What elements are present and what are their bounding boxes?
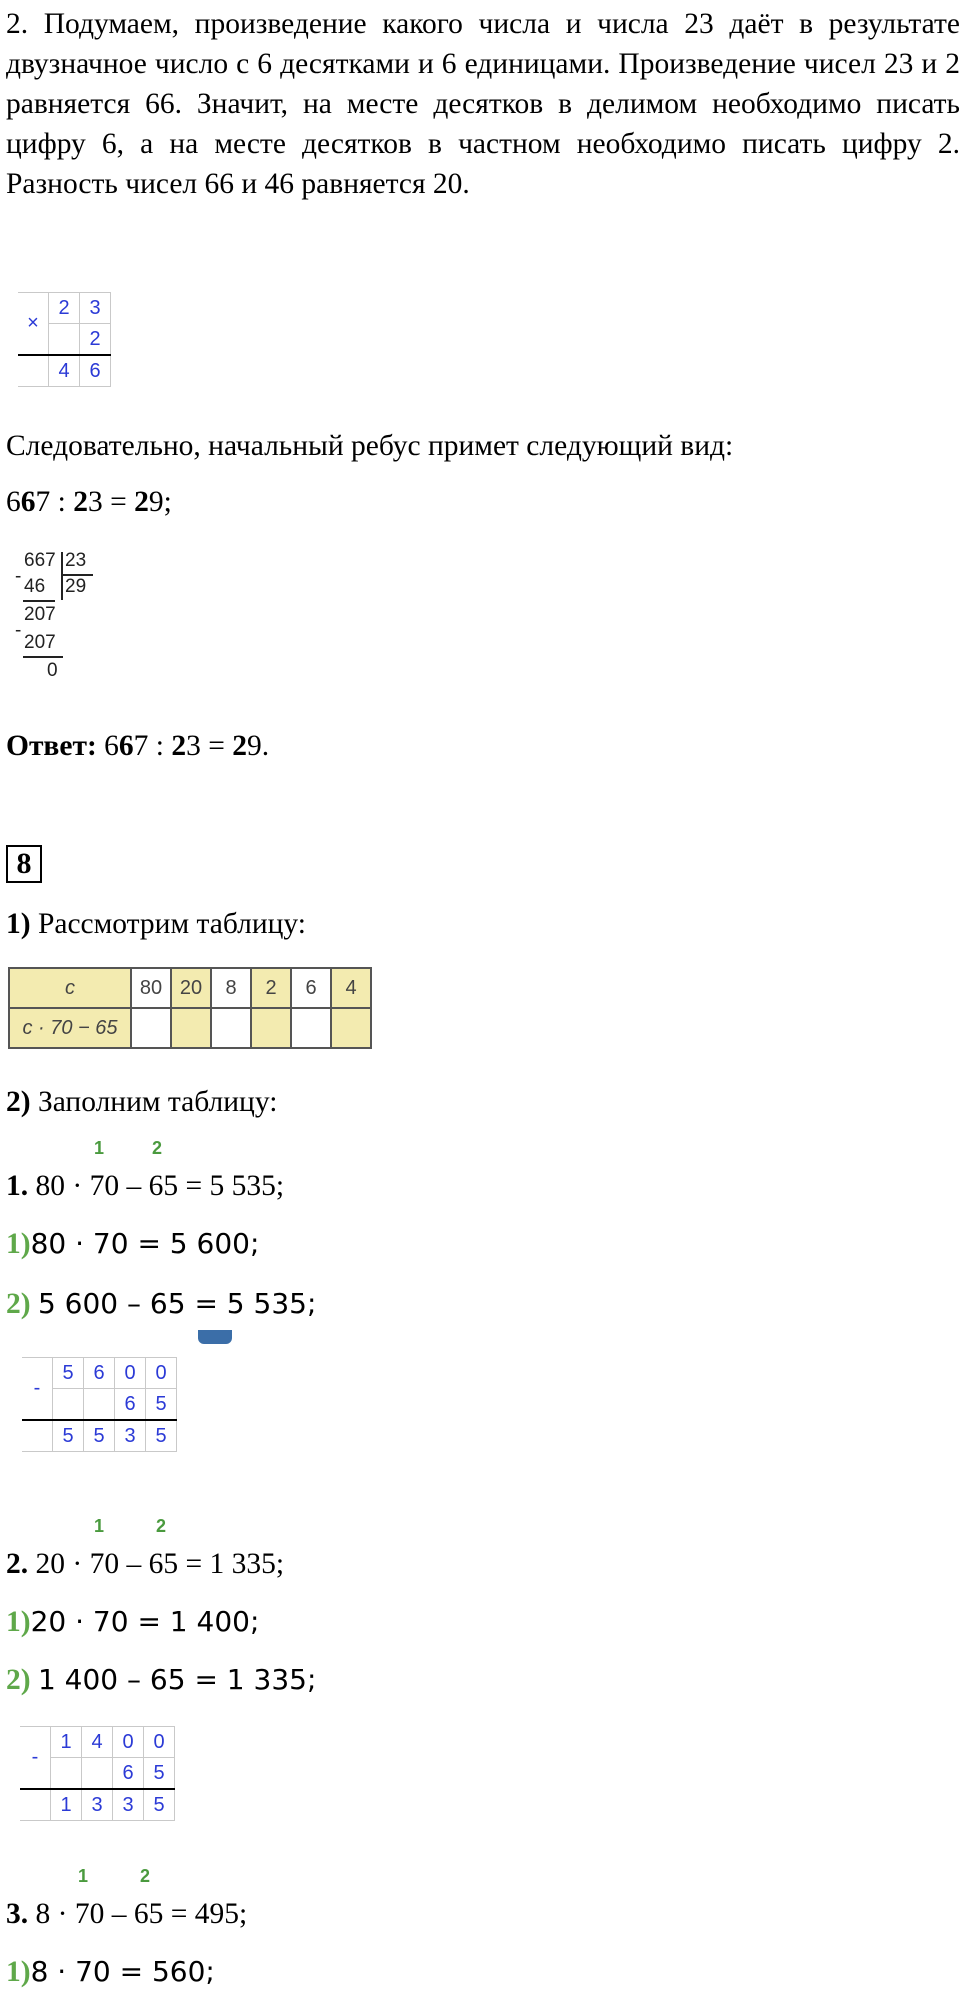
digit-cell (53, 1389, 84, 1421)
digit-cell: 2 (49, 293, 80, 324)
conclusion-text: Следовательно, начальный ребус примет следующий вид: (6, 430, 734, 462)
table-empty-cell (331, 1008, 371, 1048)
digit-cell: 0 (113, 1727, 144, 1758)
substep-text: 8 · 70 = 560; (30, 1955, 215, 1988)
step-text: Рассмотрим таблицу: (30, 908, 306, 940)
digit-cell: 4 (82, 1727, 113, 1758)
answer-label: Ответ: (6, 730, 97, 762)
answer-digit-bold: 2 (232, 730, 247, 762)
long-division (14, 550, 104, 700)
digit-cell: 0 (115, 1358, 146, 1389)
substep-number: 2) (6, 1664, 31, 1696)
order-mark-2: 2 (152, 1138, 163, 1158)
rebus-text: 3 = (87, 486, 135, 518)
substep-number: 1) (6, 1606, 31, 1638)
result-cell: 6 (80, 355, 111, 387)
item-1-step-1 (6, 1226, 259, 1262)
result-cell: 5 (144, 1789, 175, 1821)
step-2 (6, 1084, 277, 1120)
answer-digit-bold: 2 (171, 730, 187, 762)
digit-cell: 6 (115, 1389, 146, 1421)
substep-text: 1 400 – 65 = 1 335; (37, 1663, 317, 1696)
answer-text: 6 (96, 730, 119, 762)
item-3-expression (6, 1896, 247, 1932)
divisor: 23 (65, 550, 87, 571)
order-mark-2: 2 (156, 1516, 167, 1536)
result-cell: 5 (146, 1420, 177, 1452)
substep-text: 80 · 70 = 5 600; (30, 1227, 260, 1260)
item-2-step-2 (6, 1662, 316, 1698)
digit-cell (84, 1389, 115, 1421)
digit-cell (82, 1758, 113, 1790)
result-cell: 3 (82, 1789, 113, 1821)
subtrahend-1: 46 (24, 576, 46, 597)
rebus-digit-bold: 2 (134, 486, 149, 518)
result-cell: 5 (53, 1420, 84, 1452)
answer-line (6, 728, 269, 764)
digit-cell (51, 1758, 82, 1790)
answer-digit-bold: 6 (118, 730, 134, 762)
digit-cell: 0 (146, 1358, 177, 1389)
table-value: 8 (211, 968, 251, 1008)
item-2-expression (6, 1546, 284, 1582)
minus-sign: - (20, 1727, 51, 1790)
minus-sign: - (15, 620, 22, 641)
rebus-text: 7 : (35, 486, 74, 518)
subtraction-grid (20, 1726, 175, 1821)
rebus-text: 9; (148, 486, 172, 518)
digit-cell: 5 (53, 1358, 84, 1389)
table-value: 2 (251, 968, 291, 1008)
step-text: Заполним таблицу: (30, 1086, 278, 1118)
table-empty-cell (291, 1008, 331, 1048)
step-1 (6, 906, 306, 942)
empty-cell (20, 1789, 51, 1821)
division-line (23, 600, 55, 602)
table-value: 80 (131, 968, 171, 1008)
item-number: 2. (6, 1548, 29, 1580)
item-number: 1. (6, 1170, 29, 1202)
final-remainder: 0 (47, 660, 58, 681)
table-row-label: c · 70 − 65 (9, 1008, 131, 1048)
digit-cell: 3 (80, 293, 111, 324)
rebus-digit: 6 (6, 486, 21, 518)
multiplication-grid (18, 292, 111, 387)
division-line (23, 656, 63, 658)
rebus-line (6, 484, 172, 520)
digit-cell: 5 (144, 1758, 175, 1790)
empty-cell (22, 1420, 53, 1452)
result-cell: 5 (84, 1420, 115, 1452)
order-mark-1: 1 (94, 1138, 105, 1158)
result-cell: 3 (113, 1789, 144, 1821)
intro-paragraph: 2. Подумаем, произведение какого числа и числа 23 даёт в результате двузначное число с 6 десятками и 6 единицами. Произведение чисел 23 и 2 равняется 66. Значит, на месте десятков в делимом необходимо писать цифру 6, а на месте десятков в частном необходимо писать цифру 2. Разность чисел 66 и 46 равняется 20. (6, 8, 960, 200)
order-mark-1: 1 (94, 1516, 105, 1536)
minus-sign: - (22, 1358, 53, 1421)
table-header-c: c (9, 968, 131, 1008)
subtraction-grid (22, 1357, 177, 1452)
answer-text: 3 = (186, 730, 233, 762)
order-mark-2: 2 (140, 1866, 151, 1886)
quotient: 29 (65, 576, 87, 597)
substep-number: 1) (6, 1228, 31, 1260)
step-number: 2) (6, 1086, 31, 1118)
substep-text: 5 600 – 65 = 5 535; (37, 1287, 317, 1320)
result-cell: 4 (49, 355, 80, 387)
table-empty-cell (171, 1008, 211, 1048)
dividend: 667 (24, 550, 56, 571)
table-value: 6 (291, 968, 331, 1008)
digit-cell: 1 (51, 1727, 82, 1758)
digit-cell: 5 (146, 1389, 177, 1421)
bookmark-tab (198, 1330, 232, 1344)
multiply-sign: × (18, 293, 49, 356)
table-value: 20 (171, 968, 211, 1008)
table-empty-cell (251, 1008, 291, 1048)
subtrahend-2: 207 (24, 632, 56, 653)
expression-text: 20 · 70 – 65 = 1 335; (28, 1548, 285, 1580)
empty-cell (18, 355, 49, 387)
step-number: 1) (6, 908, 31, 940)
division-bar (61, 552, 63, 600)
substep-text: 20 · 70 = 1 400; (30, 1605, 260, 1638)
digit-cell: 6 (84, 1358, 115, 1389)
substep-number: 2) (6, 1288, 31, 1320)
task-number-box: 8 (6, 845, 42, 883)
digit-cell: 0 (144, 1727, 175, 1758)
order-mark-1: 1 (78, 1866, 89, 1886)
item-1-step-2 (6, 1286, 316, 1322)
digit-cell: 2 (80, 324, 111, 356)
values-table (8, 967, 372, 1049)
expression-text: 80 · 70 – 65 = 5 535; (28, 1170, 285, 1202)
answer-text: 9. (247, 730, 270, 762)
digit-cell (49, 324, 80, 356)
minus-sign: - (15, 566, 22, 587)
result-cell: 3 (115, 1420, 146, 1452)
result-cell: 1 (51, 1789, 82, 1821)
table-empty-cell (211, 1008, 251, 1048)
digit-cell: 6 (113, 1758, 144, 1790)
table-empty-cell (131, 1008, 171, 1048)
table-value: 4 (331, 968, 371, 1008)
expression-text: 8 · 70 – 65 = 495; (28, 1898, 248, 1930)
rebus-digit-bold: 6 (20, 486, 36, 518)
item-2-step-1 (6, 1604, 259, 1640)
answer-text: 7 : (133, 730, 172, 762)
remainder-1: 207 (24, 604, 56, 625)
substep-number: 1) (6, 1956, 31, 1988)
rebus-digit-bold: 2 (73, 486, 88, 518)
item-number: 3. (6, 1898, 29, 1930)
item-3-step-1 (6, 1954, 215, 1990)
item-1-expression (6, 1168, 284, 1204)
